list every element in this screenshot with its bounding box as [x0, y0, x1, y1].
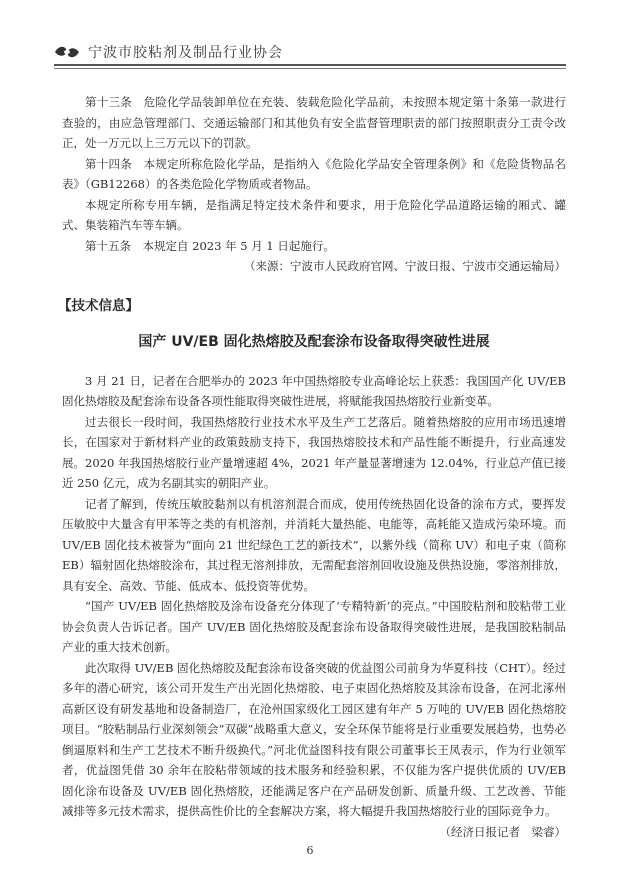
header-rule-thin [54, 68, 566, 69]
regulation-article-13: 第十三条 危险化学品装卸单位在充装、装载危险化学品前，未按照本规定第十条第一款进行查验的，由应急管理部门、交通运输部门和其他负有安全监督管理职责的部门按照职责分工责令改正，处一万元以上三万元以下的罚款。 [62, 95, 566, 150]
article-paragraph: “国产 UV/EB 固化热熔胶及涂布设备充分体现了‘专精特新’的亮点。”中国胶粘剂和胶粘带工业协会负责人告诉记者。国产 UV/EB 固化热熔胶及配套涂布设备取得突破性进展，是我国胶粘制品产业的重大技术创新。 [62, 599, 566, 654]
page-content [58, 92, 566, 842]
regulation-article-14: 第十四条 本规定所称危险化学品，是指纳入《危险化学品安全管理条例》和《危险货物品名表》（GB12268）的各类危险化学物质或者物品。 [62, 156, 566, 191]
article-paragraph: 记者了解到，传统压敏胶黏剂以有机溶剂混合而成，使用传统热固化设备的涂布方式，要挥发压敏胶中大量含有甲苯等之类的有机溶剂，并消耗大量热能、电能等，高耗能又造成污染环境。而 UV/EB 固化技术被誉为“面向 21 世纪绿色工艺的新技术”，以紫外线（简称 UV）和电子束（简称 EB）辐射固化热熔胶涂布，其过程无溶剂排放，无需配套溶剂回收设施及供热设施，零溶剂排放，具有安全、高效、节能、低成本、低投资等优势。 [62, 496, 566, 593]
source-line: （来源：宁波市人民政府官网、宁波日报、宁波市交通运输局） [244, 259, 566, 273]
regulation-article-15: 第十五条 本规定自 2023 年 5 月 1 日起施行。 [85, 238, 335, 253]
article-paragraph: 此次取得 UV/EB 固化热熔胶及配套涂布设备突破的优益图公司前身为华夏科技（CHT）。经过多年的潜心研究，该公司开发生产出光固化热熔胶、电子束固化热熔胶及其涂布设备，在河北涿州高新区设有研发基地和设备制造厂，在沧州国家级化工园区建有年产 5 万吨的 UV/EB 固化热熔胶项目。“胶粘制品行业深刻领会“双碳”战略重大意义，安全环保节能将是行业重要发展趋势，也势必倒逼原料和生产工艺技术不断升级换代。”河北优益图科技有限公司董事长王凤表示，作为行业领军者，优益图凭借 30 余年在胶粘带领域的技术服务和经验积累，不仅能为客户提供优质的 UV/EB 固化涂布设备及 UV/EB 固化热熔胶，还能满足客户在产品研发创新、质量升级、工艺改善、节能减排等多元技术需求，提供高性价比的全套解决方案，将大幅提升我国热熔胶行业的国际竞争力。 [62, 660, 566, 818]
byline: （经济日报记者 梁睿） [439, 824, 566, 839]
section-tag: 【技术信息】 [58, 297, 139, 314]
article-paragraph: 过去很长一段时间，我国热熔胶行业技术水平及生产工艺落后。随着热熔胶的应用市场迅速增长，在国家对于新材料产业的政策鼓励支持下，我国热熔胶技术和产品性能不断提升，行业高速发展。2020 年我国热熔胶行业产量增速超 4%，2021 年产量显著增速为 12.04%，行业总产值已接近 250 亿元，成为名副其实的朝阳产业。 [62, 414, 566, 490]
article-paragraph: 3 月 21 日，记者在合肥举办的 2023 年中国热熔胶专业高峰论坛上获悉：我国国产化 UV/EB 固化热熔胶及配套涂布设备各项性能取得突破性进展，将赋能我国热熔胶行业新变革。 [62, 373, 566, 408]
page-number: 6 [306, 844, 314, 857]
header-title: 宁波市胶粘剂及制品行业协会 [88, 45, 283, 61]
regulation-vehicle-definition: 本规定所称专用车辆，是指满足特定技术条件和要求，用于危险化学品道路运输的厢式、罐式、集装箱汽车等车辆。 [62, 197, 566, 232]
header-rule [54, 64, 566, 66]
page-header [54, 38, 566, 66]
association-logo-icon [54, 43, 80, 61]
article-title: 国产 UV/EB 固化热熔胶及配套涂布设备取得突破性进展 [138, 333, 490, 350]
